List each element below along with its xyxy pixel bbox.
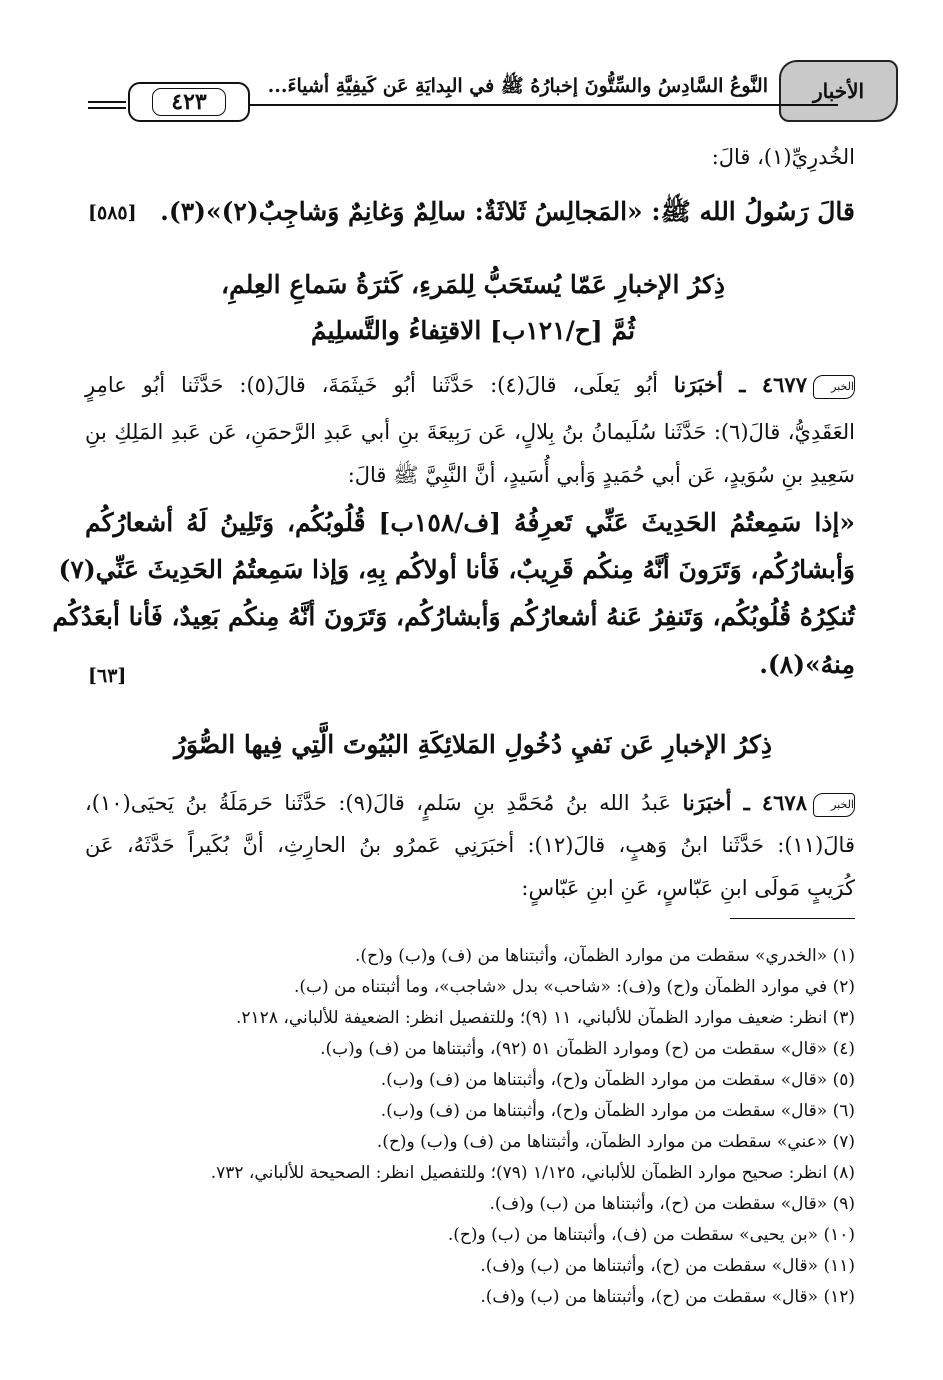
header-rule-right (248, 104, 838, 106)
text-line: سَعِيدِ بنِ سُوَيدٍ، عَن أبي حُمَيدٍ وَأبي أُسَيدٍ، أنَّ النَّبِيَّ ﷺ قالَ: (347, 463, 855, 487)
hadith-quote: قالَ رَسُولُ الله ﷺ: «المَجالِسُ ثَلاثَةٌ: سالِمٌ وَغانِمٌ وَشاجِبٌ(٢)»(٣). (160, 197, 855, 226)
footnote: (٥) «قال» سقطت من موارد الظمآن و(ح)، وأثبتناها من (ف) و(ب). (380, 1070, 855, 1090)
text-line: كُرَيبٍ مَولَى ابنِ عَبّاسٍ، عَنِ ابنِ عَبّاسٍ: (521, 876, 855, 900)
footnote: (٧) «عني» سقطت من موارد الظمآن، وأثبتناها من (ف) و(ب) و(ح). (376, 1132, 855, 1152)
text-line: الخُدرِيِّ(١)، قالَ: (711, 145, 855, 169)
section-heading: ذِكرُ الإخبارِ عَمّا يُستَحَبُّ لِلمَرءِ، كَثرَةُ سَماعِ العِلمِ، (221, 270, 725, 299)
header-rule-left-2 (88, 107, 126, 109)
footnote: (٩) «قال» سقطت من (ح)، وأثبتناها من (ب) و(ف). (489, 1194, 855, 1214)
hadith-reference: [٥٨٥] (88, 202, 137, 224)
matn-line: تُنكِرُهُ قُلُوبُكُم، وَتَنفِرُ عَنهُ أشعارُكُم وَأبشارُكُم، وَتَرَونَ أنَّهُ مِنكُم بَعِيدٌ، فَأنا أبعَدُكُم (52, 602, 855, 631)
footnote-rule (730, 918, 855, 919)
footnote: (١٢) «قال» سقطت من (ح)، وأثبتناها من (ب) و(ف). (480, 1287, 855, 1307)
footnote: (١) «الخدري» سقطت من موارد الظمآن، وأثبتناها من (ف) و(ب) و(ح). (355, 946, 855, 966)
text-line: العَقَدِيُّ، قالَ(٦): حَدَّثَنا سُلَيمانُ بنُ بِلالٍ، عَن رَبِيعَةَ بنِ أبي عَبدِ الرَّحمَنِ، عَن عَبدِ المَلِكِ بنِ (85, 420, 855, 444)
matn-line: مِنهُ»(٨). (759, 650, 855, 679)
footnote: (١١) «قال» سقطت من (ح)، وأثبتناها من (ب) و(ف). (480, 1256, 855, 1276)
hadith-number: ٤٦٧٨ ـ أخبَرَنا (682, 790, 807, 815)
section-badge (779, 60, 898, 122)
page-header (88, 60, 898, 120)
footnote: (٣) انظر: ضعيف موارد الظمآن للألباني، ١١ (٩)؛ وللتفصيل انظر: الضعيفة للألباني، ٢١٢٨. (236, 1008, 855, 1028)
running-title: النَّوعُ السَّادِسُ والسِّتُّونَ إخبارُهُ ﷺ في البِدايَةِ عَن كَيفِيَّةِ أشياءَ... (267, 75, 768, 97)
hadith-number: ٤٦٧٧ ـ أخبَرَنا (673, 372, 807, 397)
hadith-reference: [٦٣] (88, 665, 127, 687)
isnad-text: أبُو يَعلَى، قالَ(٤): حَدَّثَنا أبُو خَيثَمَةَ، قالَ(٥): حَدَّثَنا أبُو عامِرٍ (85, 373, 658, 397)
khabar-icon: الخبر (813, 793, 855, 817)
page-number-frame (128, 82, 250, 122)
isnad-text: عَبدُ الله بنُ مُحَمَّدِ بنِ سَلمٍ، قالَ(٩): حَدَّثَنا حَرمَلَةُ بنُ يَحيَى(١٠)، (85, 791, 671, 815)
footnote: (٦) «قال» سقطت من موارد الظمآن و(ح)، وأثبتناها من (ف) و(ب). (380, 1101, 855, 1121)
footnote: (٢) في موارد الظمآن و(ح) و(ف): «شاحب» بدل «شاجب»، وما أثبتناه من (ب). (293, 977, 855, 997)
text-line: قالَ(١١): حَدَّثَنا ابنُ وَهبٍ، قالَ(١٢): أخبَرَنِي عَمرُو بنُ الحارِثِ، أنَّ بُكَيراً حَدَّثَهُ، عَن (85, 833, 855, 857)
section-badge-label: الأخبار (812, 79, 865, 103)
matn-line: «إذا سَمِعتُمُ الحَدِيثَ عَنِّي تَعرِفُهُ [ف/١٥٨ب] قُلُوبُكُم، وَتَلِينُ لَهُ أشعارُكُم (85, 508, 855, 537)
footnote: (١٠) «بن يحيى» سقطت من (ف)، وأثبتناها من (ب) و(ح). (447, 1225, 855, 1245)
footnote: (٨) انظر: صحيح موارد الظمآن للألباني، ١/١٢٥ (٧٩)؛ وللتفصيل انظر: الصحيحة للألباني، ٧٣٢. (210, 1163, 855, 1183)
hadith-intro-line (85, 790, 855, 817)
section-heading-cont: ثُمَّ [ح/١٢١ب] الاقتِفاءُ والتَّسلِيمُ (310, 316, 636, 345)
page-number: ٤٢٣ (152, 88, 225, 116)
section-heading: ذِكرُ الإخبارِ عَن نَفيِ دُخُولِ المَلائِكَةِ البُيُوتَ الَّتِي فِيها الصُّوَرُ (173, 730, 773, 759)
hadith-intro-line (85, 372, 855, 399)
footnote: (٤) «قال» سقطت من (ح) وموارد الظمآن ٥١ (٩٢)، وأثبتناها من (ف) و(ب). (320, 1039, 855, 1059)
header-rule-left (88, 101, 126, 103)
khabar-icon: الخبر (813, 375, 855, 399)
matn-line: وَأبشارُكُم، وَتَرَونَ أنَّهُ مِنكُم قَرِيبٌ، فَأنا أولاكُم بِهِ، وَإذا سَمِعتُمُ الحَدِيثَ عَنِّي(٧) (58, 555, 855, 584)
